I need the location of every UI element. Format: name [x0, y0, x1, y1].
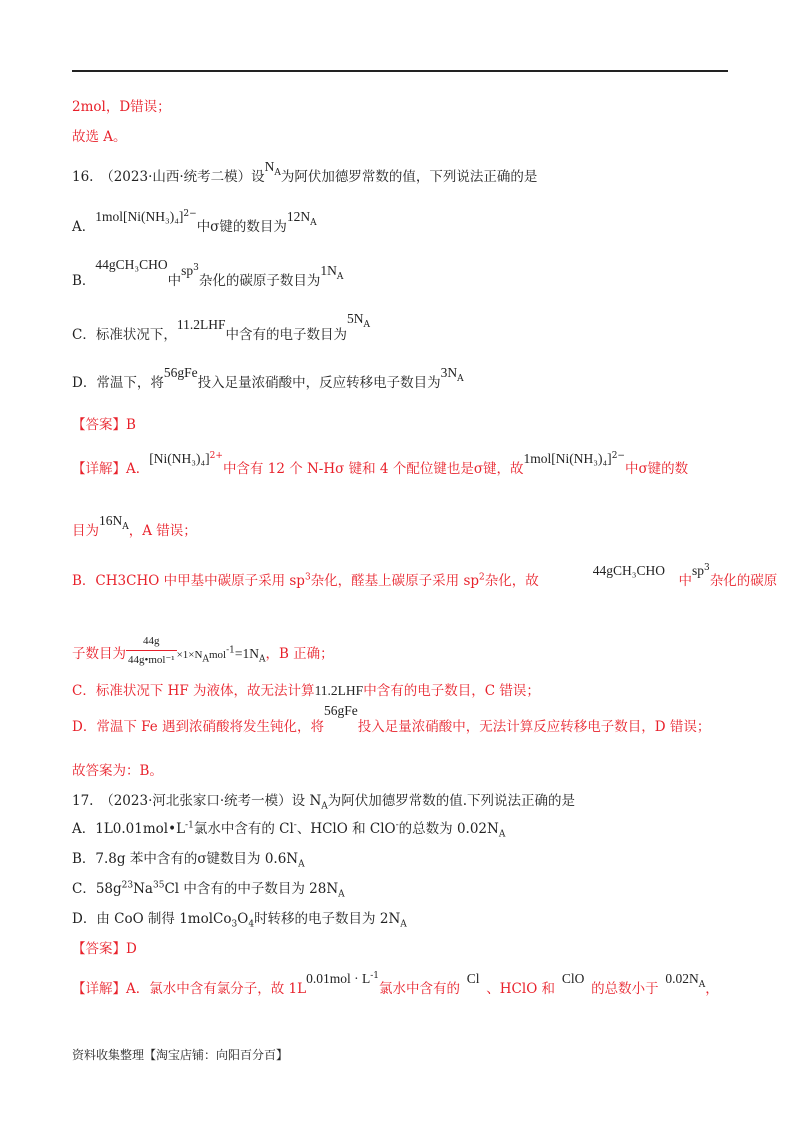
text-line: 2mol，D错误； — [72, 99, 171, 115]
explanation-line: 目为$16N_A$，A 错误； — [72, 513, 197, 539]
answer-17: 【答案】D — [72, 941, 137, 957]
question-16: 16. （2023·山西·统考二模）设$N_A$为阿伏加德罗常数的值，下列说法正确的是 — [72, 159, 538, 185]
explanation-line: 【详解】A．$[Ni(NH_3)_4]^{2+}$中含有 12 个 N-Hσ 键和 4 个配位键也是σ键，故$1mol[Ni(NH_3)_4]^{2-}$中σ键的数 — [72, 450, 689, 477]
explanation-line: D．常温下 Fe 遇到浓硝酸将发生钝化，将56gFe投入足量浓硝酸中，无法计算反应转移电子数目，D 错误； — [72, 703, 711, 735]
explanation-line: 子数目为 $\frac{44g}{\text{44g•mol⁻¹}}$ $\times 1\times N_Amol^{-1}=1N_A$，B 正确； — [72, 636, 334, 673]
option-d: D．由 CoO 制得 $1molCo_3O_4$时转移的电子数目为 $2N_A$ — [72, 911, 407, 930]
explanation-line: B．CH3CHO 中甲基中碳原子采用 $sp^3$杂化，醛基上碳原子采用 $sp^2$杂化，故 44gCH₃CHO 中$sp^3$杂化的碳原 — [72, 562, 778, 589]
option-b: B．7.8g 苯中含有的σ键数目为 $0.6N_A$ — [72, 851, 305, 870]
option-c: C．标准状况下，11.2LHF中含有的电子数目为$5N_A$ — [72, 311, 370, 343]
footer-text: 资料收集整理【淘宝店铺：向阳百分百】 — [72, 1048, 289, 1062]
header-rule — [72, 70, 728, 72]
text-line: 故选 A。 — [72, 129, 127, 145]
answer-16: 【答案】B — [72, 417, 136, 433]
option-c: C．$58g^{23}Na^{35}Cl$ 中含有的中子数目为 $28N_A$ — [72, 880, 345, 900]
question-17: 17. （2023·河北张家口·统考一模）设 $N_A$为阿伏加德罗常数的值.下列说法正确的是 — [72, 793, 576, 812]
explanation-line: 【详解】A．氯水中含有氯分子，故 $1L0.01mol \cdot L^{-1}$氯水中含有的 Cl 、HClO 和 ClO 的总数小于 $0.02N_A$， — [72, 970, 719, 997]
option-b: B．44gCH₃CHO中$sp^3$杂化的碳原子数目为$1N_A$ — [72, 257, 344, 289]
explanation-line: C．标准状况下 HF 为液体，故无法计算11.2LHF中含有的电子数目，C 错误； — [72, 683, 540, 699]
fraction: $\frac{44g}{\text{44g•mol⁻¹}}$ — [126, 632, 177, 669]
option-a: A．$1L0.01mol•L^{-1}$氯水中含有的 Cl-、HClO 和 ClO-的总数为 $0.02N_A$ — [72, 820, 506, 840]
explanation-line: 故答案为：B。 — [72, 763, 163, 779]
option-d: D．常温下，将56gFe投入足量浓硝酸中，反应转移电子数目为$3N_A$ — [72, 365, 464, 391]
option-a: A．$1mol[Ni(NH_3)_4]^{2-}$中σ键的数目为$12N_A$ — [72, 208, 317, 235]
